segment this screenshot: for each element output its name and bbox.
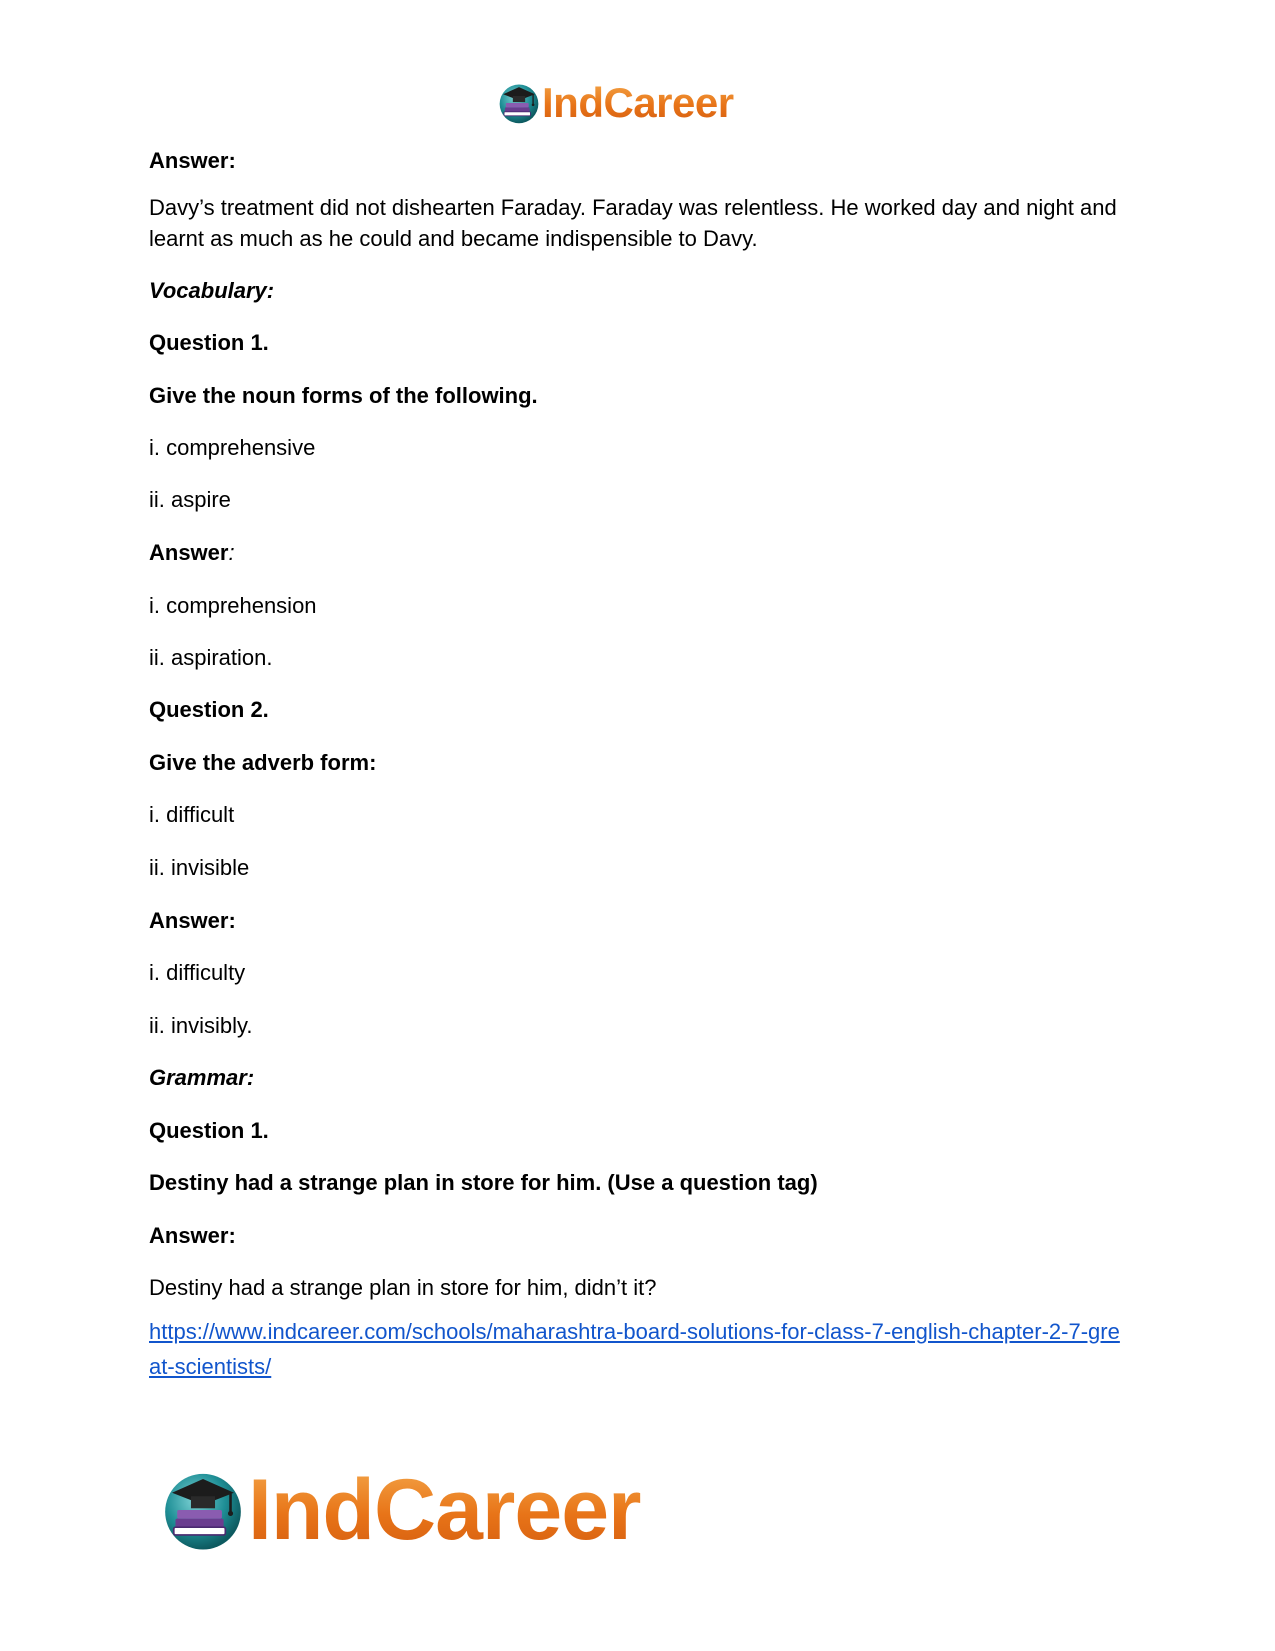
- list-item: i. difficult: [149, 802, 235, 827]
- answer-heading: Answer:: [149, 1223, 236, 1248]
- list-item: i. difficulty: [149, 960, 246, 985]
- list-item: ii. invisibly.: [149, 1013, 253, 1038]
- answer-heading: Answer:: [149, 908, 236, 933]
- question-prompt: Give the noun forms of the following.: [149, 383, 538, 408]
- question-label: Question 1.: [149, 1118, 269, 1143]
- answer-heading: [149, 537, 235, 568]
- header-logo: [497, 78, 734, 128]
- graduation-cap-books-globe-icon: [160, 1467, 246, 1553]
- section-heading-vocabulary: Vocabulary:: [149, 278, 275, 303]
- list-item: i. comprehension: [149, 593, 317, 618]
- section-heading-grammar: Grammar:: [149, 1065, 255, 1090]
- answer-heading: Answer:: [149, 148, 236, 173]
- answer-paragraph: Davy’s treatment did not dishearten Faraday. Faraday was relentless. He worked day and night and learnt as much as he could and became indispensible to Davy.: [149, 195, 1117, 251]
- question-prompt: Give the adverb form:: [149, 750, 377, 775]
- list-item: ii. aspire: [149, 487, 231, 512]
- source-link[interactable]: https://www.indcareer.com/schools/maharashtra-board-solutions-for-class-7-english-chapter-2-7-great-scientists/: [149, 1319, 1120, 1379]
- list-item: i. comprehensive: [149, 435, 316, 460]
- graduation-cap-books-globe-icon: [497, 81, 541, 125]
- answer-colon: :: [228, 540, 235, 565]
- question-label: Question 2.: [149, 697, 269, 722]
- logo-wordmark: IndCareer: [542, 79, 734, 126]
- list-item: ii. aspiration.: [149, 645, 273, 670]
- answer-text: Destiny had a strange plan in store for him, didn’t it?: [149, 1275, 657, 1300]
- list-item: ii. invisible: [149, 855, 250, 880]
- answer-label: Answer: [149, 540, 229, 565]
- logo-wordmark: IndCareer: [248, 1462, 641, 1558]
- footer-logo: [160, 1462, 641, 1558]
- question-prompt: Destiny had a strange plan in store for him. (Use a question tag): [149, 1170, 818, 1195]
- question-label: Question 1.: [149, 330, 269, 355]
